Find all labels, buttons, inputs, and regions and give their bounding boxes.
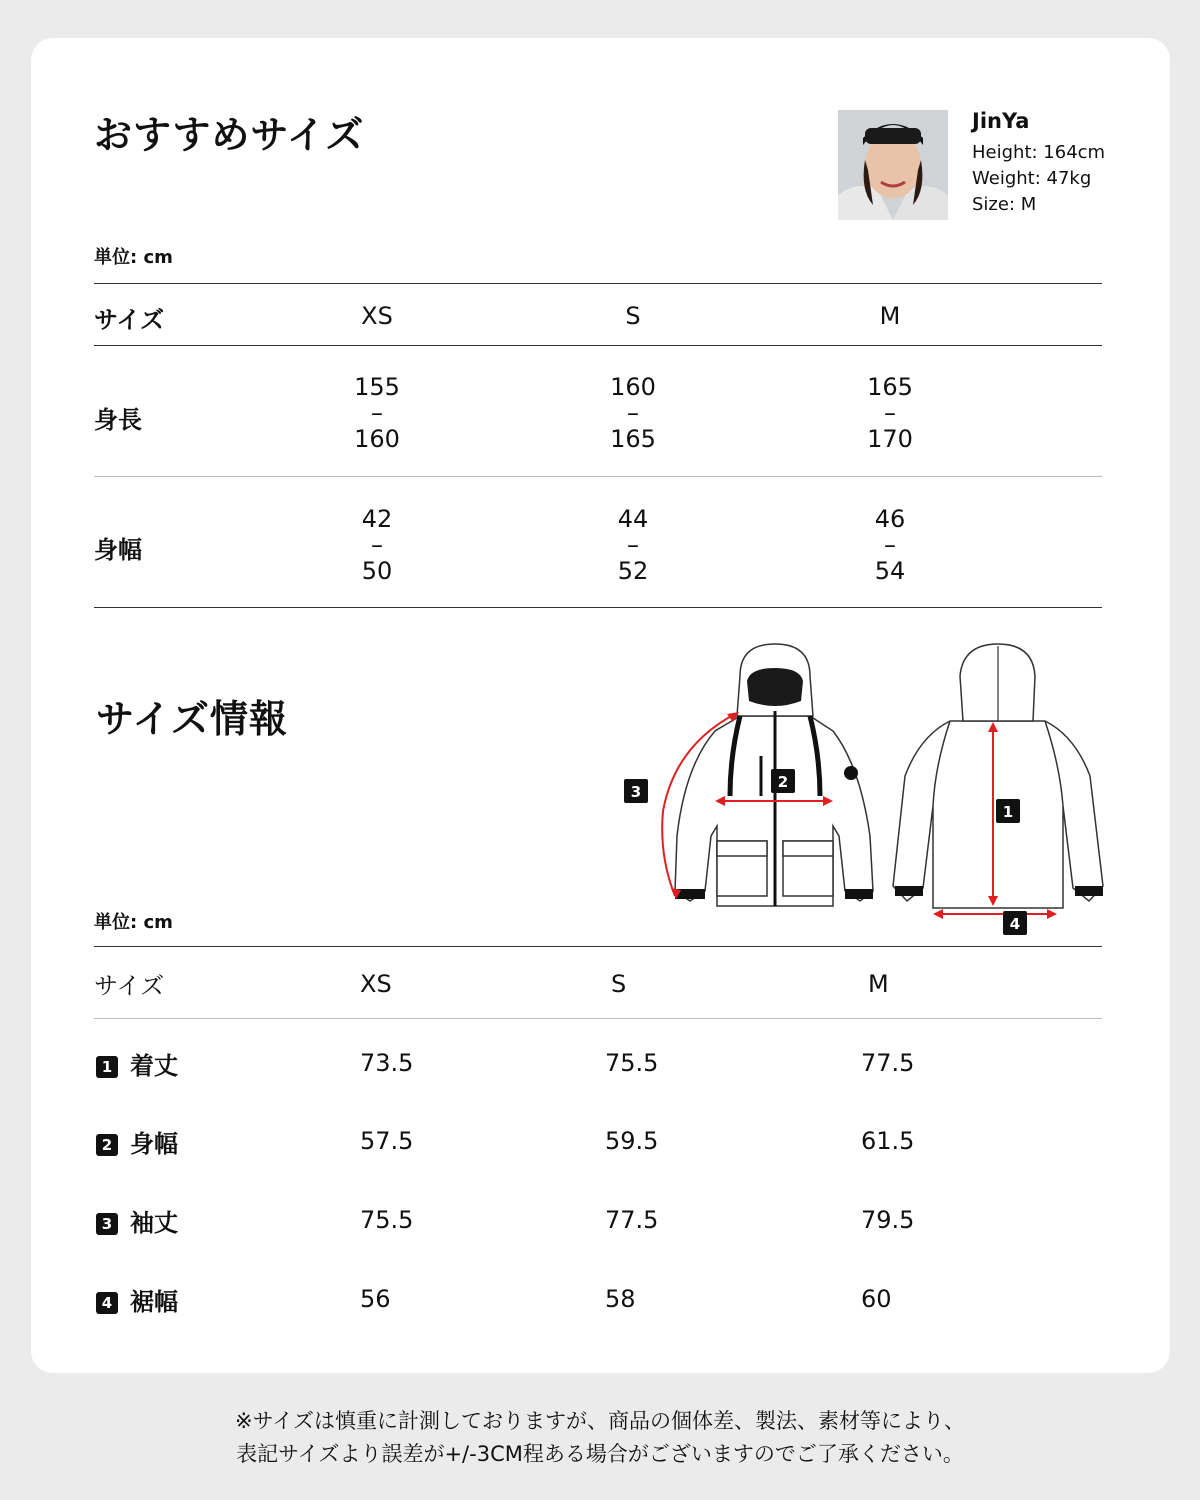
model-height: Height: 164cm	[972, 142, 1106, 163]
diagram-marker-3	[624, 779, 648, 803]
row-number-badge: 2	[96, 1134, 118, 1156]
row-number-badge: 3	[96, 1213, 118, 1235]
recommend-header-s: S	[625, 302, 641, 330]
divider	[94, 283, 1102, 284]
footnote-line-1: ※サイズは慎重に計測しておりますが、商品の個体差、製法、素材等により、	[235, 1409, 965, 1433]
info-unit: 単位: cm	[94, 912, 173, 933]
info-header-xs: XS	[360, 970, 392, 998]
info-cell: 73.5	[360, 1049, 414, 1077]
diagram-marker-4	[1003, 911, 1027, 935]
range-dash: –	[884, 399, 896, 427]
recommend-cell	[618, 506, 649, 584]
info-header-s: S	[611, 970, 627, 998]
svg-text:1: 1	[1002, 803, 1014, 821]
info-cell: 75.5	[605, 1049, 659, 1077]
info-title: サイズ情報	[96, 697, 288, 741]
info-cell: 60	[861, 1285, 892, 1313]
range-max: 50	[361, 557, 393, 585]
range-min: 42	[361, 505, 393, 533]
footnote	[0, 1405, 1200, 1471]
row-label-text: 裾幅	[130, 1288, 178, 1316]
svg-text:4: 4	[1009, 915, 1021, 933]
range-min: 46	[874, 505, 906, 533]
info-cell: 56	[360, 1285, 391, 1313]
info-cell: 59.5	[605, 1127, 659, 1155]
info-header-m: M	[868, 970, 889, 998]
row-number-badge: 4	[96, 1292, 118, 1314]
recommend-cell	[867, 374, 913, 452]
range-max: 52	[617, 557, 649, 585]
range-max: 165	[610, 425, 656, 453]
model-name: JinYa	[972, 109, 1030, 133]
recommend-cell	[875, 506, 906, 584]
divider	[94, 345, 1102, 346]
range-min: 44	[617, 505, 649, 533]
info-header-size: サイズ	[94, 972, 165, 1000]
row-label-text: 袖丈	[130, 1209, 178, 1237]
recommend-cell	[354, 374, 400, 452]
recommend-title: おすすめサイズ	[94, 113, 365, 157]
svg-text:2: 2	[777, 773, 789, 791]
recommend-header-m: M	[879, 302, 901, 330]
range-min: 160	[610, 373, 656, 401]
diagram-marker-2	[771, 769, 795, 793]
info-cell: 57.5	[360, 1127, 414, 1155]
divider	[94, 607, 1102, 608]
recommend-header-xs: XS	[361, 302, 393, 330]
recommend-row-label: 身幅	[94, 536, 142, 564]
info-cell: 79.5	[861, 1206, 915, 1234]
info-cell: 77.5	[861, 1049, 915, 1077]
row-number-badge: 1	[96, 1056, 118, 1078]
model-size: Size: M	[972, 194, 1037, 215]
range-dash: –	[371, 399, 383, 427]
recommend-unit: 単位: cm	[94, 247, 173, 268]
recommend-row-label: 身長	[94, 406, 142, 434]
footnote-line-2: 表記サイズより誤差が+/-3CM程ある場合がございますのでご了承ください。	[236, 1442, 964, 1466]
row-label-text: 身幅	[130, 1130, 178, 1158]
range-min: 165	[867, 373, 913, 401]
recommend-cell	[362, 506, 393, 584]
range-dash: –	[883, 531, 896, 559]
divider	[94, 1018, 1102, 1019]
info-cell: 58	[605, 1285, 636, 1313]
divider	[94, 476, 1102, 477]
svg-text:3: 3	[630, 783, 642, 801]
row-label-text: 着丈	[130, 1052, 178, 1080]
info-row-label	[96, 1203, 178, 1238]
info-row-label	[96, 1282, 178, 1317]
info-row-label	[96, 1124, 178, 1159]
model-weight: Weight: 47kg	[972, 168, 1092, 189]
diagram-marker-1	[996, 799, 1020, 823]
range-max: 160	[354, 425, 400, 453]
info-cell: 75.5	[360, 1206, 414, 1234]
model-photo	[838, 110, 948, 220]
range-max: 170	[867, 425, 913, 453]
info-cell: 61.5	[861, 1127, 915, 1155]
recommend-header-size: サイズ	[94, 306, 165, 334]
range-dash: –	[627, 399, 639, 427]
jacket-diagram	[615, 636, 1115, 941]
range-dash: –	[370, 531, 383, 559]
divider	[94, 946, 1102, 947]
model-portrait-icon	[838, 110, 948, 220]
recommend-cell	[610, 374, 656, 452]
range-max: 54	[874, 557, 906, 585]
range-dash: –	[626, 531, 639, 559]
info-row-label	[96, 1046, 178, 1081]
info-cell: 77.5	[605, 1206, 659, 1234]
range-min: 155	[354, 373, 400, 401]
model-info	[972, 108, 1105, 218]
